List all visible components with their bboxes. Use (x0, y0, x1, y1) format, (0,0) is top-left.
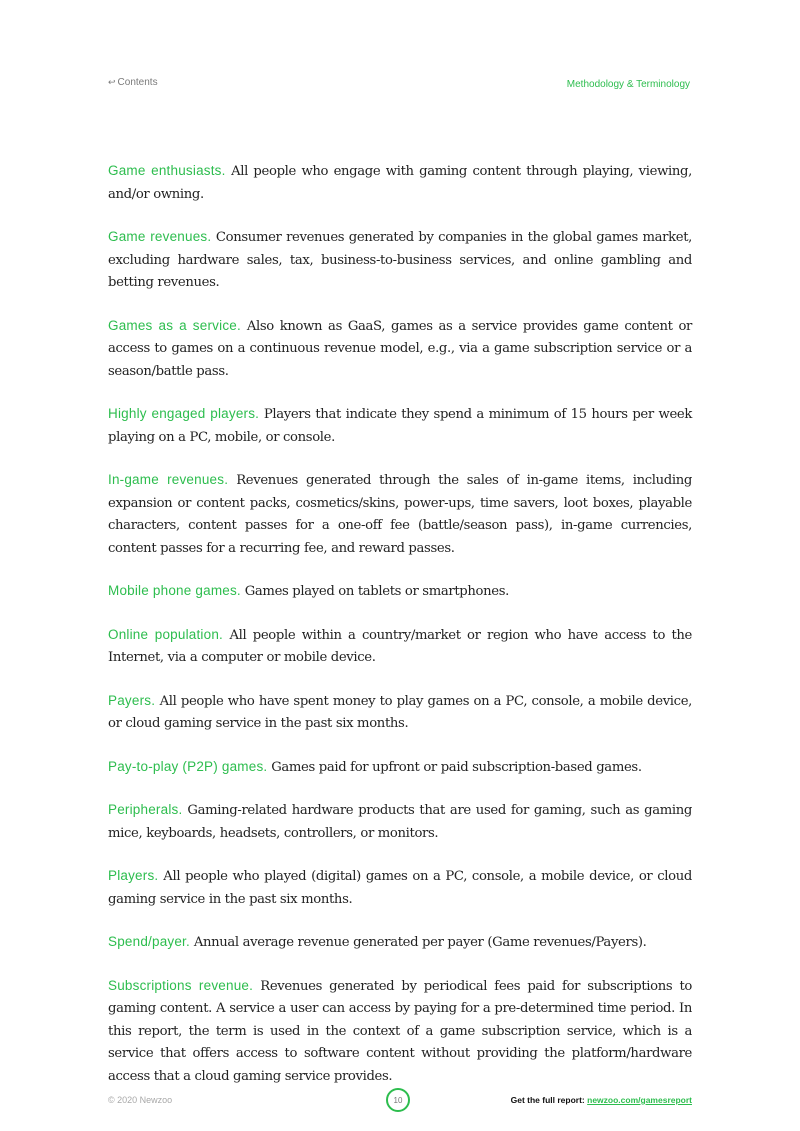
glossary-entry (108, 690, 692, 736)
glossary-term: Peripherals. (108, 802, 183, 817)
glossary-term: Pay-to-play (P2P) games. (108, 758, 268, 774)
glossary-definition: Games paid for upfront or paid subscription-based games. (271, 759, 642, 775)
footer-cta (511, 1095, 692, 1105)
glossary-entry (108, 756, 692, 780)
glossary-term: Highly engaged players. (108, 406, 260, 421)
cta-label: Get the full report: (510, 1095, 585, 1105)
glossary-term: Game revenues. (108, 229, 212, 244)
glossary-definition: Consumer revenues generated by companies in the global games market, excluding hardware sales, tax, business-to-business services, and online gambling and betting revenues. (108, 230, 692, 290)
glossary-definition: All people who have spent money to play games on a PC, console, a mobile device, or cloud gaming service in the past six months. (108, 693, 693, 731)
glossary-term: Spend/payer. (108, 934, 190, 949)
glossary-term: In-game revenues. (108, 472, 229, 487)
glossary-entry (108, 315, 692, 384)
glossary-definition: All people who played (digital) games on a PC, console, a mobile device, or cloud gaming service in the past six months. (108, 869, 693, 907)
glossary-list (108, 160, 692, 1108)
glossary-definition: All people within a country/market or region who have access to the Internet, via a computer or mobile device. (108, 627, 693, 665)
glossary-entry (108, 403, 692, 449)
glossary-entry (108, 226, 692, 295)
glossary-entry (108, 975, 692, 1089)
page-number: 10 (393, 1095, 403, 1105)
copyright: © 2020 Newzoo (108, 1095, 173, 1105)
glossary-entry (108, 624, 692, 670)
section-title: Methodology & Terminology (566, 79, 690, 90)
contents-link-label: Contents (117, 77, 158, 88)
glossary-term: Players. (108, 868, 159, 883)
glossary-entry (108, 580, 692, 604)
glossary-entry (108, 931, 692, 955)
back-arrow-icon: ↩ (108, 77, 116, 87)
glossary-term: Subscriptions revenue. (108, 977, 254, 993)
glossary-definition: Players that indicate they spend a minimum of 15 hours per week playing on a PC, mobile, or console. (108, 407, 692, 445)
glossary-entry (108, 160, 692, 206)
glossary-entry (108, 799, 692, 845)
glossary-definition: Also known as GaaS, games as a service provides game content or access to games on a continuous revenue model, e.g., via a game subscription service or a season/battle pass. (108, 318, 693, 379)
glossary-term: Games as a service. (108, 317, 241, 333)
glossary-definition: Revenues generated through the sales of in-game items, including expansion or content packs, cosmetics/skins, power-ups, time savers, loot boxes, playable characters, content passes for a one-off fee (battle/season pass), in-game currencies, content passes for a recurring fee, and reward passes. (108, 473, 693, 556)
glossary-definition: Annual average revenue generated per payer (Game revenues/Payers). (193, 935, 647, 950)
glossary-term: Mobile phone games. (108, 583, 241, 598)
glossary-entry (108, 865, 692, 911)
glossary-definition: Revenues generated by periodical fees paid for subscriptions to gaming content. A service a user can access by paying for a pre-determined time period. In this report, the term is used in the context of a game subscription service, which is a service that offers access to software content without providing the platform/hardware access that a cloud gaming service provides. (108, 978, 692, 1084)
glossary-entry (108, 469, 692, 560)
report-link[interactable]: newzoo.com/gamesreport (587, 1095, 692, 1105)
glossary-term: Payers. (108, 692, 156, 708)
glossary-term: Online population. (108, 626, 224, 642)
glossary-definition: All people who engage with gaming content through playing, viewing, and/or owning. (108, 164, 692, 202)
glossary-definition: Gaming-related hardware products that are used for gaming, such as gaming mice, keyboards, headsets, controllers, or monitors. (108, 803, 692, 841)
page-number-badge (386, 1088, 410, 1112)
glossary-definition: Games played on tablets or smartphones. (244, 584, 509, 599)
glossary-term: Game enthusiasts. (108, 163, 226, 178)
contents-link[interactable] (108, 77, 158, 88)
